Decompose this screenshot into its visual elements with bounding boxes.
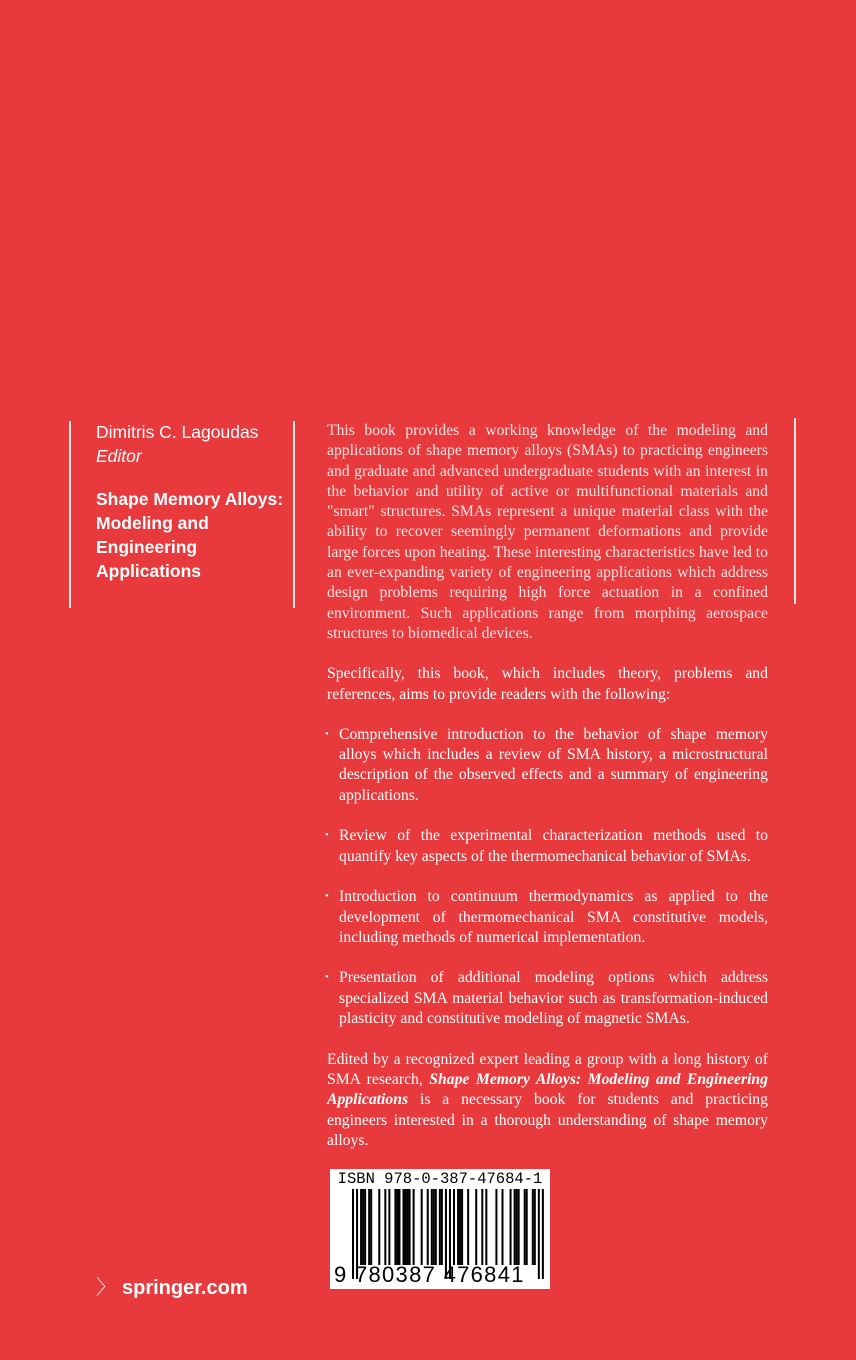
barcode-bar bbox=[510, 1189, 512, 1265]
barcode-bar bbox=[384, 1189, 386, 1265]
closing-text-before: Edited by a recognized expert leading a group with a long history of SMA research, bbox=[327, 1050, 768, 1088]
barcode-bar bbox=[378, 1189, 380, 1265]
barcode-bar bbox=[461, 1189, 463, 1265]
chevron-right-icon: 〉 bbox=[96, 1277, 116, 1299]
barcode-bar bbox=[501, 1189, 503, 1265]
barcode-bar bbox=[364, 1189, 366, 1265]
barcode-bar bbox=[481, 1189, 483, 1265]
editor-name: Dimitris C. Lagoudas bbox=[96, 422, 259, 442]
barcode-bar bbox=[495, 1189, 497, 1265]
barcode-bar bbox=[403, 1189, 405, 1265]
editor-role: Editor bbox=[96, 446, 142, 466]
barcode-bar bbox=[433, 1189, 435, 1265]
barcode-bar bbox=[534, 1189, 536, 1265]
book-description bbox=[327, 421, 768, 1151]
barcode-bar bbox=[453, 1189, 455, 1265]
barcode-bar bbox=[370, 1189, 372, 1265]
editor-block bbox=[96, 420, 291, 583]
barcode-bar bbox=[457, 1189, 459, 1265]
barcode-bar bbox=[441, 1189, 443, 1265]
barcode-bar bbox=[368, 1189, 370, 1265]
editor-right-rule bbox=[293, 421, 295, 608]
barcode-bar bbox=[518, 1189, 520, 1265]
feature-list bbox=[327, 725, 768, 1029]
barcode-bar bbox=[431, 1189, 433, 1265]
barcode-bar bbox=[475, 1189, 477, 1265]
barcode-bar bbox=[409, 1189, 411, 1265]
isbn-text: ISBN 978-0-387-47684-1 bbox=[337, 1170, 543, 1188]
barcode-bar bbox=[467, 1189, 469, 1265]
barcode-bar bbox=[407, 1189, 409, 1265]
blurb-right-rule bbox=[794, 418, 796, 604]
barcode-bar bbox=[398, 1189, 400, 1265]
barcode-bar bbox=[421, 1189, 423, 1265]
barcode-bar bbox=[485, 1189, 487, 1265]
barcode-digits: 9 780387 476841 bbox=[334, 1262, 525, 1287]
book-title: Shape Memory Alloys: Modeling and Engineering Applications bbox=[96, 489, 284, 581]
barcode-bar bbox=[388, 1189, 390, 1265]
closing-paragraph bbox=[327, 1050, 768, 1151]
barcode-bar bbox=[439, 1189, 441, 1265]
specifically-paragraph: Specifically, this book, which includes theory, problems and references, aims to provide readers with the following: bbox=[327, 665, 768, 703]
closing-book-title: Shape Memory Alloys: Modeling and Engineering Applications bbox=[327, 1070, 768, 1109]
feature-list-item: • Comprehensive introduction to the behavior of shape memory alloys which includes a review of SMA history, a microstructural description of the observed effects and a summary of engineering applications. bbox=[327, 725, 768, 806]
barcode-bar bbox=[532, 1189, 534, 1265]
editor-left-rule bbox=[69, 421, 71, 608]
closing-text-after: is a necessary book for students and practicing engineers interested in a thorough understanding of shape memory alloys. bbox=[327, 1091, 768, 1149]
barcode-bar bbox=[360, 1189, 362, 1265]
intro-paragraph: This book provides a working knowledge of the modeling and applications of shape memory alloys (SMAs) to practicing engineers and graduate and advanced undergraduate students with an interest in the behavior and utility of active or multifunctional materials and "smart" structures. SMAs represent a unique material class with the ability to recover seemingly permanent deformations and provide large forces upon heating. These interesting characteristics have led to an ever-expanding variety of engineering applications which address design problems requiring high force actuation in a confined environment. Such applications range from morphing aerospace structures to biomedical devices. bbox=[327, 422, 768, 642]
feature-list-item: • Review of the experimental characterization methods used to quantify key aspects of the thermomechanical behavior of SMAs. bbox=[327, 826, 768, 867]
barcode-bar bbox=[514, 1189, 516, 1265]
barcode-bar bbox=[526, 1189, 528, 1265]
feature-list-item: • Introduction to continuum thermodynamics as applied to the development of thermomechanical SMA constitutive models, including methods of numerical implementation. bbox=[327, 887, 768, 948]
barcode-bar bbox=[396, 1189, 398, 1265]
isbn-barcode bbox=[330, 1169, 550, 1289]
springer-link[interactable] bbox=[96, 1274, 248, 1302]
barcode-bar bbox=[413, 1189, 415, 1265]
barcode-bar bbox=[394, 1189, 396, 1265]
barcode-bar bbox=[516, 1189, 518, 1265]
barcode-bar bbox=[405, 1189, 407, 1265]
barcode-bar bbox=[427, 1189, 429, 1265]
springer-website: springer.com bbox=[122, 1277, 248, 1299]
feature-list-item: • Presentation of additional modeling options which address specialized SMA material behavior such as transformation-induced plasticity and constitutive modeling of magnetic SMAs. bbox=[327, 968, 768, 1029]
barcode-bar bbox=[524, 1189, 526, 1265]
barcode-bar bbox=[435, 1189, 437, 1265]
barcode-bar bbox=[362, 1189, 364, 1265]
barcode-bar bbox=[459, 1189, 461, 1265]
